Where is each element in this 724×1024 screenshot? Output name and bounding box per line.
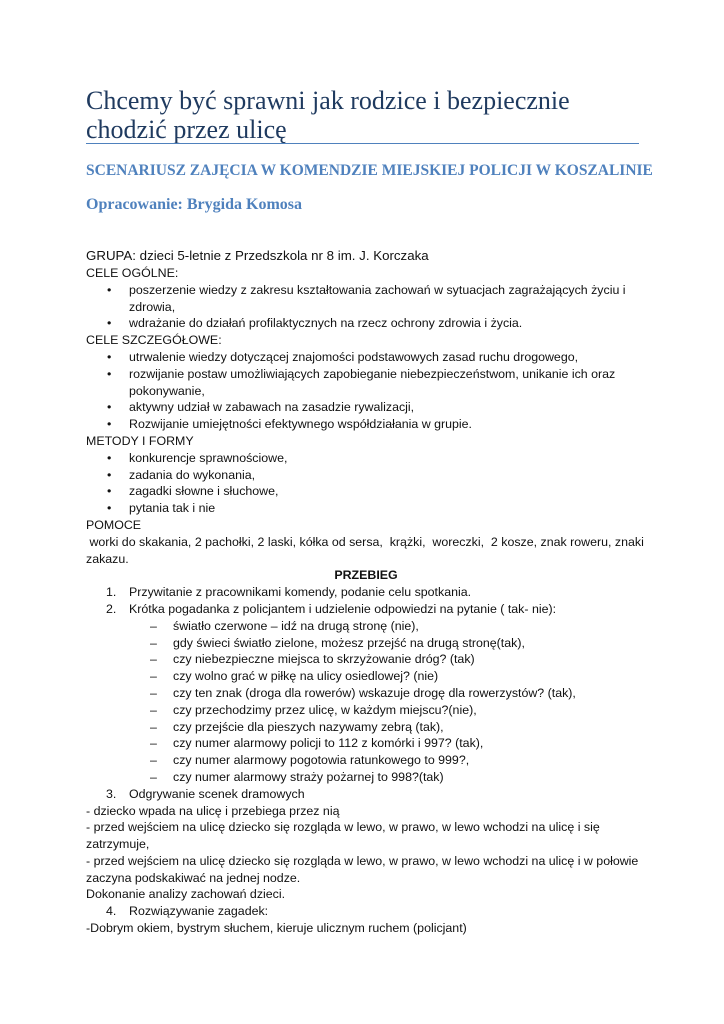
step-item: 2. Krótka pogadanka z policjantem i udzielenie odpowiedzi na pytanie ( tak- nie): (106, 601, 557, 616)
bullet-icon: • (107, 450, 112, 465)
list-item: • rozwijanie postaw umożliwiających zapobieganie niebezpieczeństwom, unikanie ich oraz pokonywanie, (107, 366, 616, 398)
course-steps-cont (86, 786, 646, 803)
list-item: • konkurencje sprawnościowe, (107, 450, 288, 465)
bullet-icon: • (107, 282, 112, 297)
list-item: • poszerzenie wiedzy z zakresu kształtowania zachowań w sytuacjach zagrażających życiu i zdrowia, (107, 282, 626, 314)
dash-icon: – (150, 753, 157, 768)
title-underline (86, 143, 639, 144)
list-item: • zadania do wykonania, (107, 467, 256, 482)
bullet-icon: • (107, 501, 112, 516)
bullet-icon: • (107, 467, 112, 482)
dash-icon: – (150, 669, 157, 684)
list-item: – czy numer alarmowy straży pożarnej to 998?(tak) (150, 769, 444, 784)
group-line: GRUPA: dzieci 5-letnie z Przedszkola nr 8 im. J. Korczaka (86, 248, 429, 263)
bullet-icon: • (107, 316, 112, 331)
list-item: – czy przechodzimy przez ulicę, w każdym miejscu?(nie), (150, 702, 477, 717)
list-item: – czy numer alarmowy policji to 112 z komórki i 997? (tak), (150, 736, 484, 751)
course-steps (86, 584, 646, 618)
dash-icon: – (150, 702, 157, 717)
document-title: Chcemy być sprawni jak rodzice i bezpiecznie chodzić przez ulicę (86, 86, 570, 144)
scene-line: - przed wejściem na ulicę dziecko się rozgląda w lewo, w prawo, w lewo wchodzi na ulicę i w połowie zaczyna podskakiwać na jednej nodze. (86, 853, 639, 885)
goals-general-heading: CELE OGÓLNE: (86, 266, 179, 280)
step-item: 3. Odgrywanie scenek dramowych (106, 786, 305, 801)
list-item: • zagadki słowne i słuchowe, (107, 484, 279, 499)
dash-icon: – (150, 736, 157, 751)
list-item: – czy przejście dla pieszych nazywamy zebrą (tak), (150, 719, 444, 734)
dash-icon: – (150, 769, 157, 784)
questions-list (86, 618, 646, 786)
scenario-heading: SCENARIUSZ ZAJĘCIA W KOMENDZIE MIEJSKIEJ POLICJI W KOSZALINIE (86, 162, 653, 179)
list-item: – czy wolno grać w piłkę na ulicy osiedlowej? (nie) (150, 669, 439, 684)
bullet-icon: • (107, 366, 112, 381)
list-item: • Rozwijanie umiejętności efektywnego współdziałania w grupie. (107, 417, 472, 432)
dash-icon: – (150, 635, 157, 650)
list-item: • utrwalenie wiedzy dotyczącej znajomości podstawowych zasad ruchu drogowego, (107, 349, 579, 364)
bullet-icon: • (107, 484, 112, 499)
goals-general-list (86, 282, 646, 332)
list-item: – czy ten znak (droga dla rowerów) wskazuje drogę dla rowerzystów? (tak), (150, 685, 576, 700)
aids-heading: POMOCE (86, 517, 142, 532)
bullet-icon: • (107, 349, 112, 364)
bullet-icon: • (107, 400, 112, 415)
author-heading: Opracowanie: Brygida Komosa (86, 196, 302, 213)
dash-icon: – (150, 618, 157, 633)
goals-specific-list (86, 349, 646, 433)
step-item: 4. Rozwiązywanie zagadek: (106, 904, 269, 919)
course-steps-cont2 (86, 903, 646, 920)
dash-icon: – (150, 685, 157, 700)
riddle-line: -Dobrym okiem, bystrym słuchem, kieruje ulicznym ruchem (policjant) (86, 921, 467, 936)
list-item: – światło czerwone – idź na drugą stronę (nie), (150, 618, 419, 633)
methods-heading: METODY I FORMY (86, 433, 194, 448)
list-item: – gdy świeci światło zielone, możesz przejść na drugą stronę(tak), (150, 635, 525, 650)
analysis-line: Dokonanie analizy zachowań dzieci. (86, 887, 286, 902)
course-heading: PRZEBIEG (334, 568, 398, 583)
document-body (86, 247, 646, 937)
methods-list (86, 450, 646, 517)
aids-text: worki do skakania, 2 pachołki, 2 laski, kółka od sersa, krążki, woreczki, 2 kosze, znak roweru, znaki zakazu. (86, 534, 648, 566)
bullet-icon: • (107, 417, 112, 432)
dash-icon: – (150, 719, 157, 734)
scene-line: - dziecko wpada na ulicę i przebiega przez nią (86, 803, 340, 818)
list-item: – czy numer alarmowy pogotowia ratunkowego to 999?, (150, 753, 470, 768)
list-item: • pytania tak i nie (107, 501, 216, 516)
list-item: • aktywny udział w zabawach na zasadzie rywalizacji, (107, 400, 415, 415)
step-item: 1. Przywitanie z pracownikami komendy, podanie celu spotkania. (106, 585, 472, 600)
dash-icon: – (150, 652, 157, 667)
list-item: – czy niebezpieczne miejsca to skrzyżowanie dróg? (tak) (150, 652, 475, 667)
list-item: • wdrażanie do działań profilaktycznych na rzecz ochrony zdrowia i życia. (107, 316, 523, 331)
scene-line: - przed wejściem na ulicę dziecko się rozgląda w lewo, w prawo, w lewo wchodzi na ulicę i się zatrzymuje, (86, 820, 600, 852)
goals-specific-heading: CELE SZCZEGÓŁOWE: (86, 333, 222, 348)
